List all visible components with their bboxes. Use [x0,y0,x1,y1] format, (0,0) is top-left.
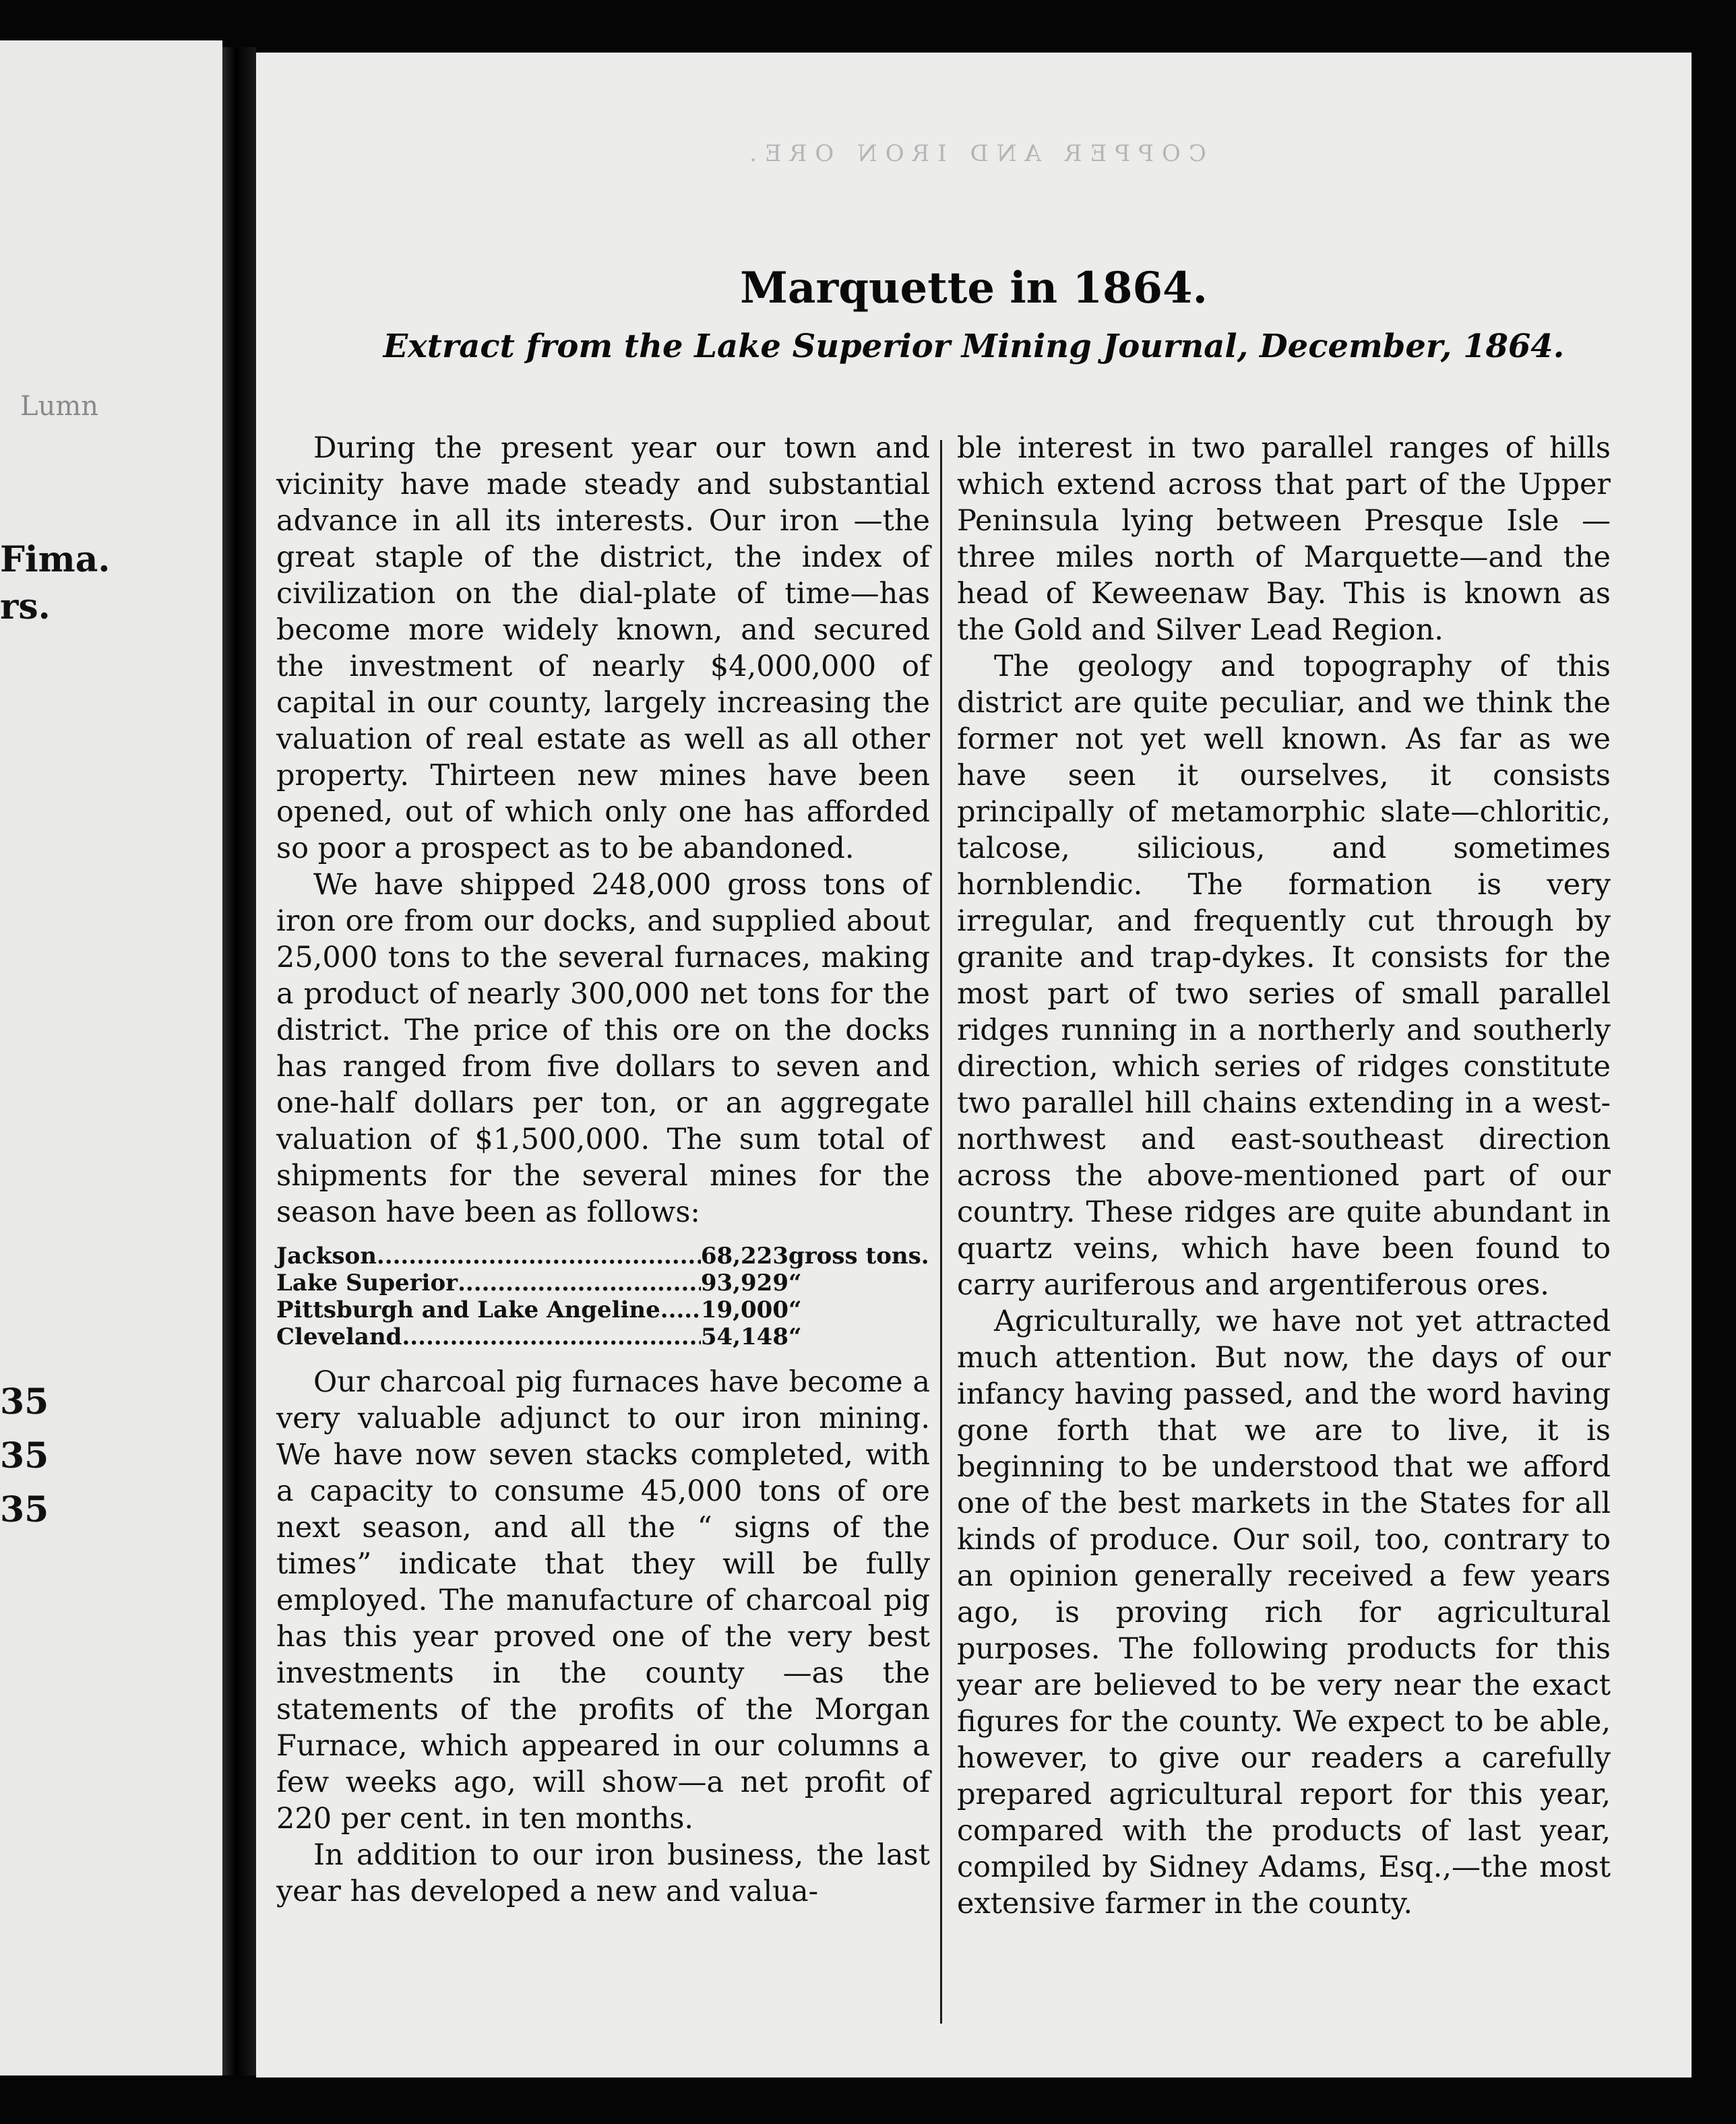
paragraph: During the present year our town and vicinity have made steady and substantial advance in all its interests. Our iron —the great staple of the district, the index of civilization on the dial-plate of time—has become more widely known, and secured the investment of nearly $4,000,000 of capital in our county, largely increasing the valuation of real estate as well as all other property. Thirteen new mines have been opened, out of which only one has afforded so poor a prospect as to be abandoned. [276,431,930,865]
running-head-bleed: COPPER AND IRON ORE. [741,140,1206,167]
unit: gross tons. [788,1243,929,1270]
paragraph: Our charcoal pig furnaces have become a very valuable adjunct to our iron mining. We have now seven stacks completed, with a capacity to consume 45,000 tons of ore next season, and all the “ signs of the times” indicate that they will be fully employed. The manufacture of charcoal pig has this year proved one of the very best investments in the county —as the statements of the profits of the Morgan Furnace, which appeared in our columns a few weeks ago, will show—a net profit of 220 per cent. in ten months. [276,1365,930,1836]
left-page-bleed: Lumn [20,391,99,422]
paragraph: ble interest in two parallel ranges of hills which extend across that part of the Upper Peninsula lying between Presque Isle —three miles north of Marquette—and the head of Keweenaw Bay. This is known as the Gold and Silver Lead Region. [957,431,1611,647]
paragraph: The geology and topography of this district are quite peculiar, and we think the former not yet well known. As far as we have seen it ourselves, it consists principally of metamorphic slate—chloritic, talcose, silicious, and sometimes hornblendic. The formation is very irregular, and frequently cut through by granite and trap-dykes. It consists for the most part of two series of small parallel ridges running in a northerly and southerly direction, which series of ridges constitute two parallel hill chains extending in a west-northwest and east-southeast direction across the above-mentioned part of our country. These ridges are quite abundant in quartz veins, which have been found to carry auriferous and argentiferous ores. [957,650,1611,1302]
left-fragment-2: rs. [0,586,51,627]
shipments-table [276,1243,930,1350]
tonnage: 68,223 [700,1243,788,1270]
leader-dots [660,1297,701,1323]
paragraph: In addition to our iron business, the last year has developed a new and valua- [276,1838,930,1908]
mine-name: Lake Superior [276,1270,458,1297]
table-row [276,1270,930,1297]
left-fragment-3: 35 [0,1381,49,1423]
leader-dots [402,1323,700,1350]
leader-dots [377,1243,701,1270]
left-fragment-1: Fima. [0,539,111,580]
left-fragment-5: 35 [0,1489,49,1530]
unit: “ [788,1270,802,1297]
tonnage: 93,929 [700,1270,788,1297]
right-column [957,430,1611,1922]
tonnage: 54,148 [700,1323,788,1350]
tonnage: 19,000 [700,1297,788,1323]
mine-name: Jackson [276,1243,377,1270]
article-subtitle: Extract from the Lake Superior Mining Journal, December, 1864. [383,327,1565,365]
left-page-fragment [0,40,222,2075]
document-page [256,53,1692,2078]
paragraph: We have shipped 248,000 gross tons of iron ore from our docks, and supplied about 25,000 tons to the several furnaces, making a product of nearly 300,000 net tons for the district. The price of this ore on the docks has ranged from five dollars to seven and one-half dollars per ton, or an aggregate valuation of $1,500,000. The sum total of shipments for the several mines for the season have been as follows: [276,868,930,1229]
book-spine [222,47,256,2075]
column-rule [940,440,942,2024]
unit: “ [788,1323,802,1350]
paragraph: Agriculturally, we have not yet attracted much attention. But now, the days of our infancy having passed, and the word having gone forth that we are to live, it is beginning to be understood that we afford one of the best markets in the States for all kinds of produce. Our soil, too, contrary to an opinion generally received a few years ago, is proving rich for agricultural purposes. The following products for this year are believed to be very near the exact figures for the county. We expect to be able, however, to give our readers a carefully prepared agricultural report for this year, compared with the products of last year, compiled by Sidney Adams, Esq.,—the most extensive farmer in the county. [957,1305,1611,1920]
leader-dots [458,1270,701,1297]
table-row [276,1297,930,1323]
table-row [276,1323,930,1350]
unit: “ [788,1297,802,1323]
article-title: Marquette in 1864. [740,263,1208,313]
left-column [276,430,930,1910]
mine-name: Cleveland [276,1323,402,1350]
left-fragment-4: 35 [0,1435,49,1476]
table-row [276,1243,930,1270]
mine-name: Pittsburgh and Lake Angeline [276,1297,660,1323]
